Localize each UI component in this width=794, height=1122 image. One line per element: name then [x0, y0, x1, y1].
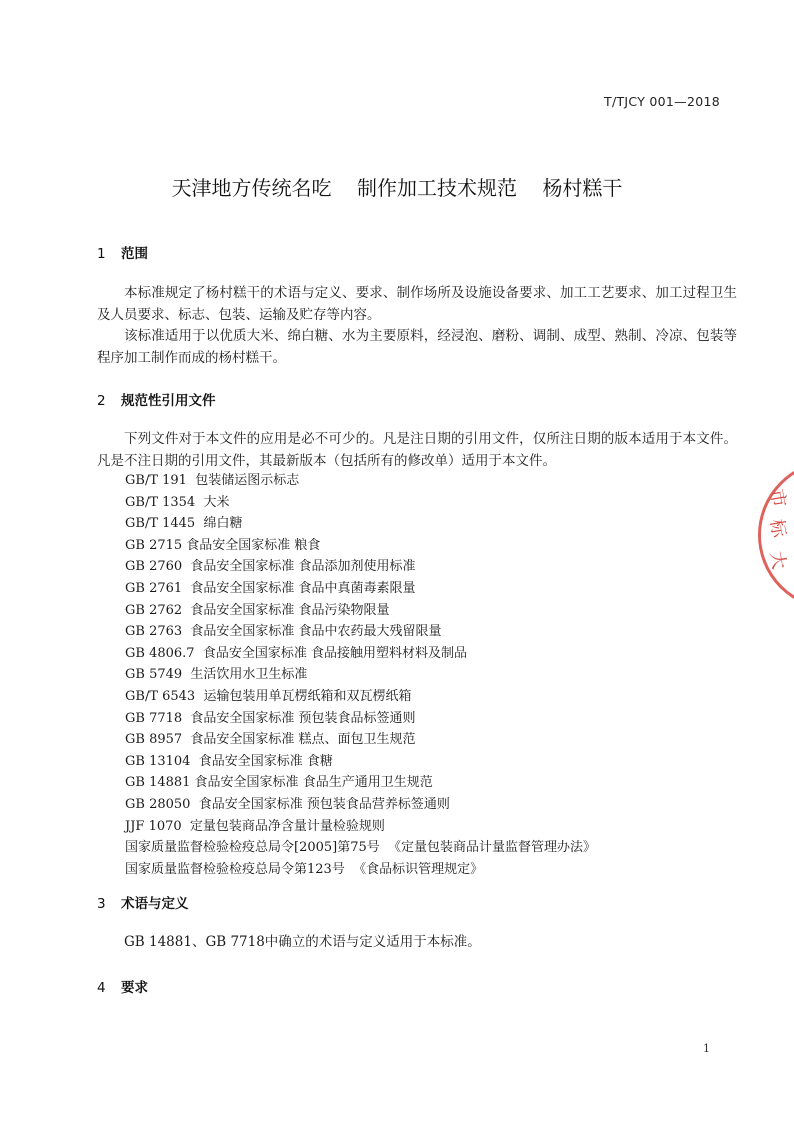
official-seal-text: 市	[765, 487, 790, 509]
reference-item: GB 8957 食品安全国家标准 糕点、面包卫生规范	[125, 732, 416, 748]
normative-intro-paragraph: 下列文件对于本文件的应用是必不可少的。凡是注日期的引用文件，仅所注日期的版本适用于本文件。凡是不注日期的引用文件，其最新版本（包括所有的修改单）适用于本文件。	[97, 431, 737, 469]
section-heading-scope	[97, 242, 148, 262]
section-title: 范围	[121, 246, 148, 262]
reference-item: GB 7718 食品安全国家标准 预包装食品标签通则	[125, 710, 416, 726]
section-title: 要求	[121, 980, 148, 996]
official-seal-text: 大	[765, 549, 790, 571]
reference-list	[125, 470, 596, 880]
reference-item: GB 28050 食品安全国家标准 预包装食品营养标签通则	[125, 796, 450, 812]
section-number: 4	[97, 980, 106, 996]
reference-item: GB/T 191 包装储运图示标志	[125, 473, 300, 488]
reference-item: GB 2715 食品安全国家标准 粮食	[125, 537, 321, 553]
page-number: 1	[703, 1042, 710, 1055]
section-heading-normative-references	[97, 389, 216, 409]
reference-item: GB 2762 食品安全国家标准 食品污染物限量	[125, 602, 390, 618]
reference-item: GB 13104 食品安全国家标准 食糖	[125, 753, 333, 769]
reference-item: GB 2761 食品安全国家标准 食品中真菌毒素限量	[125, 580, 416, 596]
title-part-3: 杨村糕干	[542, 176, 623, 200]
scope-paragraph-2: 该标准适用于以优质大米、绵白糖、水为主要原料，经浸泡、磨粉、调制、成型、熟制、冷凉、包装等程序加工制作而成的杨村糕干。	[97, 328, 737, 366]
title-part-1: 天津地方传统名吃	[171, 176, 332, 200]
section-number: 1	[97, 246, 106, 262]
reference-item: GB 14881 食品安全国家标准 食品生产通用卫生规范	[125, 775, 433, 791]
terms-paragraph: GB 14881、GB 7718中确立的术语与定义适用于本标准。	[124, 934, 481, 950]
section-title: 术语与定义	[121, 896, 189, 912]
reference-item: GB 2763 食品安全国家标准 食品中农药最大残留限量	[125, 624, 442, 640]
official-seal-text: 标	[765, 517, 790, 539]
reference-item: JJF 1070 定量包装商品净含量计量检验规则	[125, 818, 385, 834]
section-heading-terms	[97, 892, 189, 912]
reference-item: GB/T 6543 运输包装用单瓦楞纸箱和双瓦楞纸箱	[125, 688, 412, 704]
section-title: 规范性引用文件	[121, 393, 216, 409]
section-number: 2	[97, 393, 106, 409]
reference-item: 国家质量监督检验检疫总局令[2005]第75号 《定量包装商品计量监督管理办法》	[125, 840, 597, 856]
reference-item: GB 4806.7 食品安全国家标准 食品接触用塑料材料及制品	[125, 645, 467, 661]
document-code: T/TJCY 001—2018	[604, 94, 720, 109]
reference-item: GB 5749 生活饮用水卫生标准	[125, 667, 308, 683]
reference-item: GB/T 1354 大米	[125, 494, 230, 510]
section-heading-requirements	[97, 976, 148, 996]
document-title	[0, 172, 794, 201]
reference-item: 国家质量监督检验检疫总局令第123号 《食品标识管理规定》	[125, 861, 484, 877]
section-number: 3	[97, 896, 106, 912]
reference-item: GB 2760 食品安全国家标准 食品添加剂使用标准	[125, 559, 416, 575]
reference-item: GB/T 1445 绵白糖	[125, 516, 243, 532]
title-part-2: 制作加工技术规范	[357, 176, 517, 200]
scope-paragraph-1: 本标准规定了杨村糕干的术语与定义、要求、制作场所及设施设备要求、加工工艺要求、加工过程卫生及人员要求、标志、包装、运输及贮存等内容。	[97, 285, 737, 323]
